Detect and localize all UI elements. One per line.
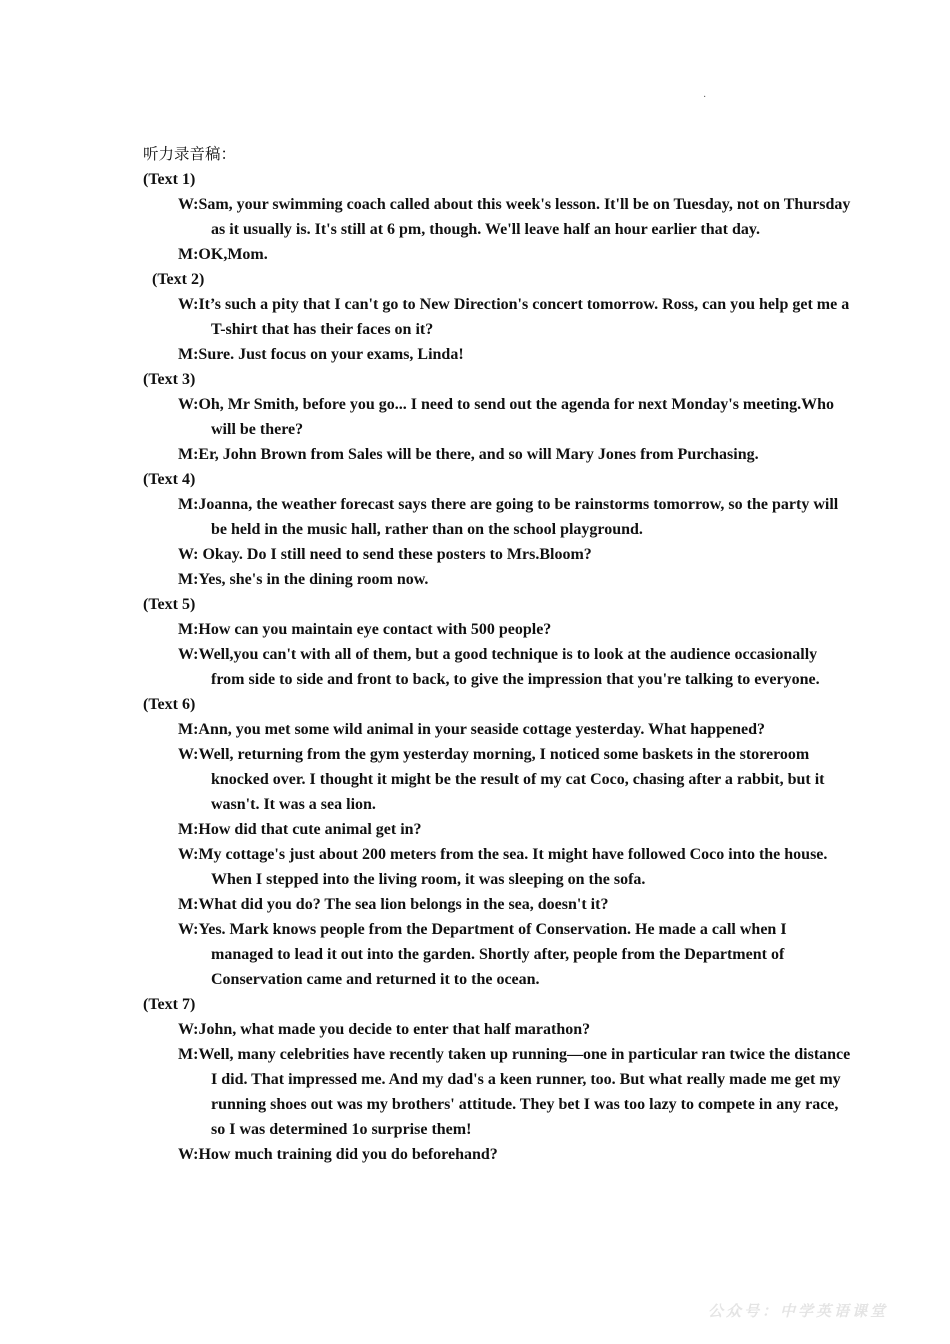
page-heading: 听力录音稿：: [143, 145, 237, 163]
utterance: W:Yes. Mark knows people from the Department of Conservation. He made a call when I managed to lead it out into the garden. Shortly after, people from the Department of Conservation came and returned it to the ocean.: [178, 921, 787, 988]
utterance: W:Well, returning from the gym yesterday morning, I noticed some baskets in the storeroom knocked over. I thought it might be the result of my cat Coco, chasing after a rabbit, but it wasn't. It was a sea lion.: [178, 746, 825, 813]
section-title-text-7: (Text 7): [143, 996, 196, 1013]
utterance: M:OK,Mom.: [178, 246, 268, 263]
utterance: W:John, what made you decide to enter that half marathon?: [178, 1021, 591, 1038]
section-title-text-3: (Text 3): [143, 371, 196, 388]
utterance: W: Okay. Do I still need to send these posters to Mrs.Bloom?: [178, 546, 592, 563]
section-title-text-5: (Text 5): [143, 596, 196, 613]
utterance: W:Oh, Mr Smith, before you go... I need to send out the agenda for next Monday's meeting.Who will be there?: [178, 396, 835, 438]
utterance: W:Sam, your swimming coach called about this week's lesson. It'll be on Tuesday, not on Thursday as it usually is. It's still at 6 pm, though. We'll leave half an hour earlier that day.: [178, 196, 851, 238]
utterance: M:Sure. Just focus on your exams, Linda!: [178, 346, 464, 363]
utterance: M:How can you maintain eye contact with 500 people?: [178, 621, 552, 638]
watermark: 公众号：中学英语课堂: [708, 1302, 889, 1320]
utterance: M:Yes, she's in the dining room now.: [178, 571, 429, 588]
utterance: M:How did that cute animal get in?: [178, 821, 422, 838]
utterance: M:Well, many celebrities have recently taken up running—one in particular ran twice the distance I did. That impressed me. And my dad's a keen runner, too. But what really made me get my running shoes out was my brothers' attitude. They bet I was too lazy to compete in any race, so I was determined 1o surprise them!: [178, 1046, 851, 1138]
section-title-text-2: (Text 2): [152, 271, 205, 288]
utterance: M:What did you do? The sea lion belongs in the sea, doesn't it?: [178, 896, 609, 913]
utterance: W:It’s such a pity that I can't go to New Direction's concert tomorrow. Ross, can you help get me a T-shirt that has their faces on it?: [178, 296, 850, 338]
utterance: W:How much training did you do beforehand?: [178, 1146, 498, 1163]
section-title-text-6: (Text 6): [143, 696, 196, 713]
utterance: W:My cottage's just about 200 meters from the sea. It might have followed Coco into the house. When I stepped into the living room, it was sleeping on the sofa.: [178, 846, 828, 888]
utterance: M:Er, John Brown from Sales will be there, and so will Mary Jones from Purchasing.: [178, 446, 759, 463]
utterance: M:Joanna, the weather forecast says there are going to be rainstorms tomorrow, so the party will be held in the music hall, rather than on the school playground.: [178, 496, 839, 538]
section-title-text-1: (Text 1): [143, 171, 196, 188]
corner-mark: ·: [703, 92, 707, 103]
section-title-text-4: (Text 4): [143, 471, 196, 488]
utterance: M:Ann, you met some wild animal in your seaside cottage yesterday. What happened?: [178, 721, 765, 738]
transcript-body: [0, 167, 950, 1167]
utterance: W:Well,you can't with all of them, but a good technique is to look at the audience occasionally from side to side and front to back, to give the impression that you're talking to everyone.: [178, 646, 820, 688]
